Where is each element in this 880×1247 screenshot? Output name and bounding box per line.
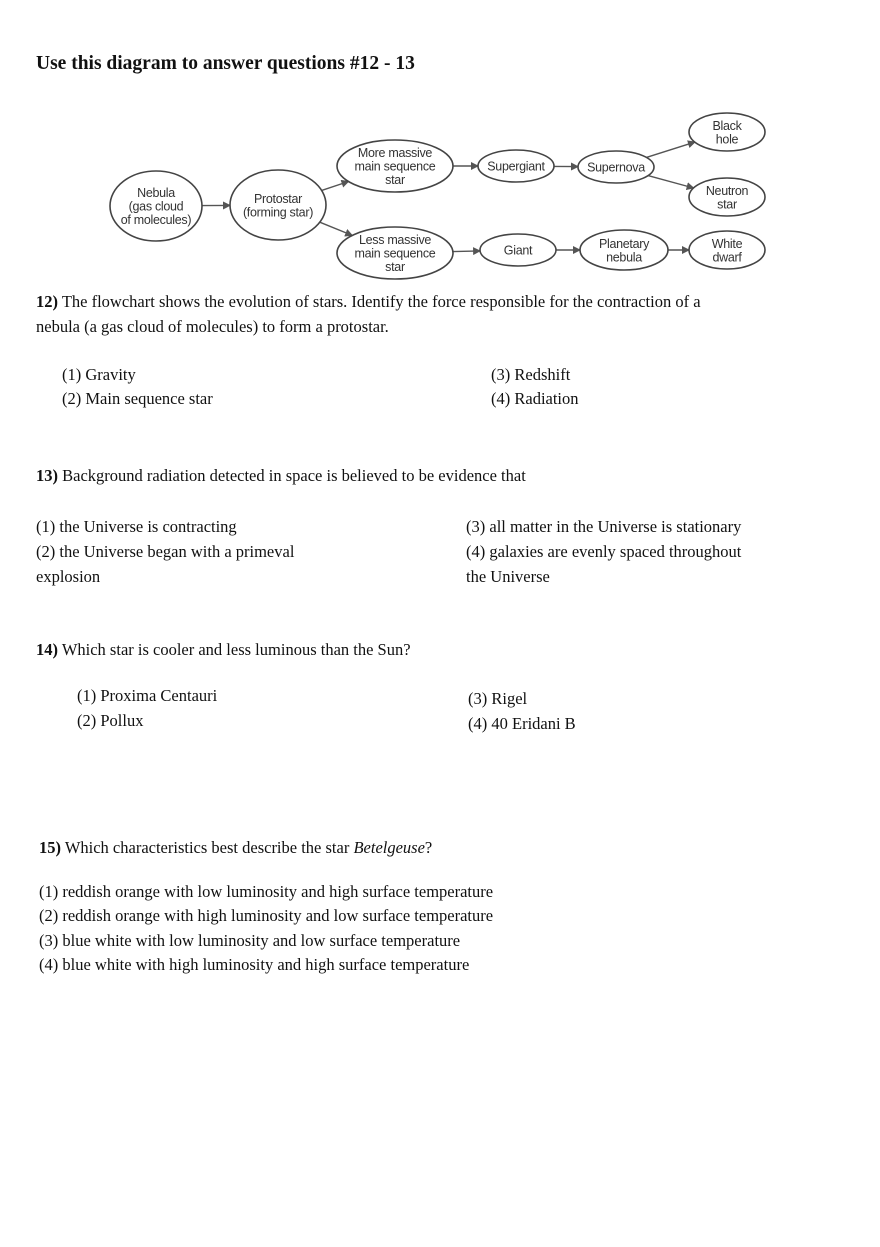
flow-node-white-dwarf-label: White — [711, 236, 743, 251]
flow-node-more-massive — [337, 140, 453, 192]
q12-option-2: (2) Main sequence star — [62, 389, 213, 408]
q14-option-4: (4) 40 Eridani B — [468, 714, 576, 733]
flow-node-white-dwarf-label: dwarf — [712, 250, 742, 265]
question-14-text: Which star is cooler and less luminous than the Sun? — [58, 640, 411, 659]
flow-node-nebula — [110, 171, 202, 241]
q13-option-4-line1: (4) galaxies are evenly spaced throughout — [466, 542, 742, 561]
flow-node-supergiant-label: Supergiant — [487, 159, 545, 174]
flow-node-neutron-star-label: Neutron — [705, 183, 749, 198]
q14-option-2: (2) Pollux — [77, 711, 144, 730]
flow-node-giant-label: Giant — [503, 243, 533, 258]
question-15-number: 15) — [39, 838, 61, 857]
question-13-number: 13) — [36, 466, 58, 485]
q15-option-1: (1) reddish orange with low luminosity and high surface temperature — [39, 882, 494, 901]
flow-node-nebula-label: (gas cloud — [128, 199, 184, 214]
q14-option-1: (1) Proxima Centauri — [77, 686, 218, 705]
question-15-text: Which characteristics best describe the star — [61, 838, 354, 857]
flow-arrow-protostar-to-more-massive — [322, 182, 349, 191]
flow-arrow-protostar-to-less-massive — [320, 222, 352, 235]
flow-arrow-supernova-to-black-hole — [646, 142, 695, 157]
question-12 — [36, 289, 701, 314]
flow-node-less-massive-label: Less massive — [358, 233, 432, 247]
q15-option-2: (2) reddish orange with high luminosity and low surface temperature — [39, 906, 494, 925]
flow-node-black-hole-label: Black — [712, 118, 742, 133]
flow-node-neutron-star-label: star — [717, 197, 737, 212]
flow-node-planetary-nebula-label: nebula — [606, 250, 642, 265]
flow-node-less-massive — [337, 227, 453, 279]
question-12-text-line1: The flowchart shows the evolution of stars. Identify the force responsible for the contraction of a — [58, 292, 701, 311]
flow-node-less-massive-label: main sequence — [354, 246, 436, 261]
flow-node-more-massive-label: main sequence — [354, 159, 436, 174]
q12-option-1: (1) Gravity — [62, 365, 136, 384]
page-heading: Use this diagram to answer questions #12 - 13 — [36, 53, 415, 74]
flow-node-protostar — [230, 170, 326, 240]
star-evolution-flowchart — [108, 110, 770, 282]
flow-node-planetary-nebula-label: Planetary — [598, 236, 650, 251]
flow-node-supernova-label: Supernova — [587, 160, 645, 175]
q13-option-2-line1: (2) the Universe began with a primeval — [36, 542, 295, 561]
q12-option-3: (3) Redshift — [491, 365, 571, 384]
question-15-star-name: Betelgeuse — [353, 838, 425, 857]
flow-node-nebula-label: Nebula — [137, 186, 175, 200]
q15-option-4: (4) blue white with high luminosity and high surface temperature — [39, 955, 470, 974]
question-12-text-line2: nebula (a gas cloud of molecules) to form a protostar. — [36, 317, 389, 336]
question-13 — [36, 463, 526, 488]
q13-option-2-line2: explosion — [36, 567, 101, 586]
flow-node-supergiant — [478, 150, 554, 182]
question-14 — [36, 637, 411, 662]
q12-option-4: (4) Radiation — [491, 389, 579, 408]
flow-node-black-hole — [689, 113, 765, 151]
q13-option-4-line2: the Universe — [466, 567, 550, 586]
flow-node-less-massive-label: star — [385, 260, 405, 274]
flow-node-supernova — [578, 151, 654, 183]
flow-node-giant — [480, 234, 556, 266]
flow-node-neutron-star — [689, 178, 765, 216]
flow-node-planetary-nebula — [580, 230, 668, 270]
flow-node-nebula-label: of molecules) — [120, 213, 192, 227]
question-15-text-end: ? — [424, 838, 433, 857]
flow-node-black-hole-label: hole — [715, 132, 739, 147]
flow-node-more-massive-label: star — [385, 173, 405, 187]
question-12-number: 12) — [36, 292, 58, 311]
flow-node-protostar-label: Protostar — [253, 191, 303, 206]
q13-option-1: (1) the Universe is contracting — [36, 517, 237, 536]
flow-arrow-supernova-to-neutron-star — [648, 176, 694, 188]
q14-option-3: (3) Rigel — [468, 689, 528, 708]
q13-option-3: (3) all matter in the Universe is stationary — [466, 517, 742, 536]
q15-option-3: (3) blue white with low luminosity and low surface temperature — [39, 931, 461, 950]
flow-node-protostar-label: (forming star) — [242, 205, 314, 220]
question-15 — [39, 835, 432, 860]
question-14-number: 14) — [36, 640, 58, 659]
flow-arrow-less-massive-to-giant — [453, 251, 480, 252]
flow-node-white-dwarf — [689, 231, 765, 269]
question-13-text: Background radiation detected in space is believed to be evidence that — [58, 466, 526, 485]
flow-node-more-massive-label: More massive — [357, 146, 433, 160]
